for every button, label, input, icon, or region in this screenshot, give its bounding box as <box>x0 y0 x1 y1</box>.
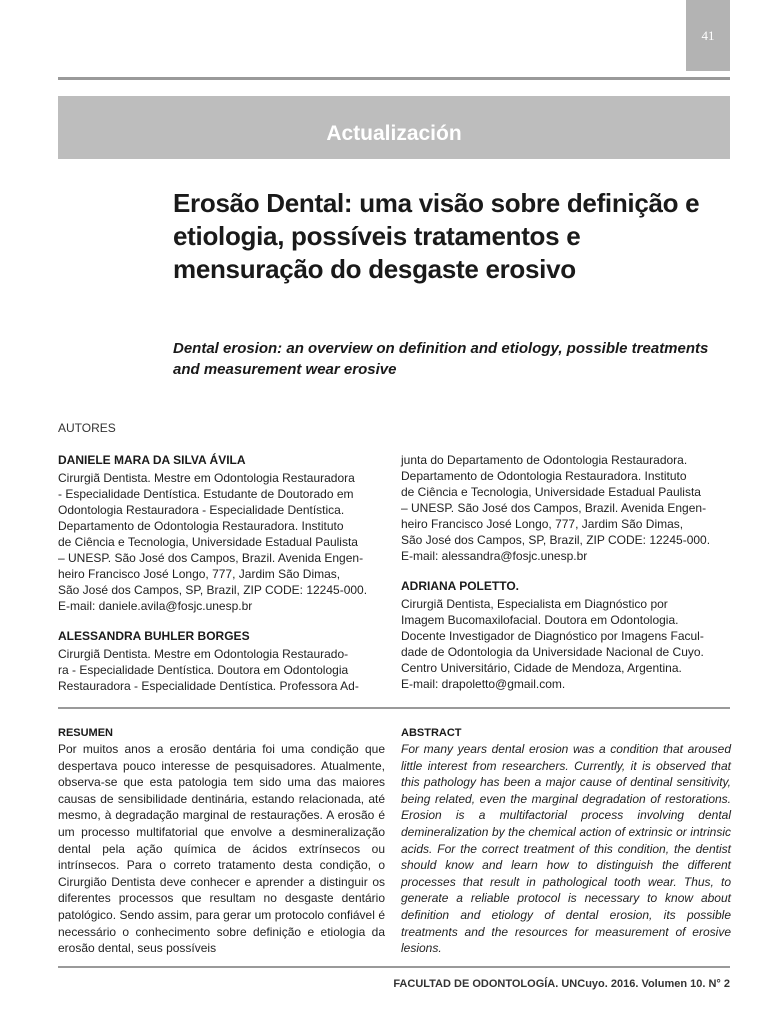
author-email: E-mail: daniele.avila@fosjc.unesp.br <box>58 599 253 613</box>
abstract-heading: ABSTRACT <box>401 727 462 739</box>
author-affiliation-line: heiro Francisco José Longo, 777, Jardim São Dimas, <box>58 567 341 581</box>
journal-footer: FACULTAD DE ODONTOLOGÍA. UNCuyo. 2016. Volumen 10. N° 2 <box>393 978 730 990</box>
abstract-divider <box>58 707 730 709</box>
author-name: DANIELE MARA DA SILVA ÁVILA <box>58 453 246 467</box>
author-affiliation-line: – UNESP. São José dos Campos, Brazil. Avenida Engen- <box>58 551 364 565</box>
author-affiliation-line: Odontologia Restauradora - Especialidade Dentística. <box>58 503 345 517</box>
author-affiliation-line: heiro Francisco José Longo, 777, Jardim São Dimas, <box>401 517 684 531</box>
author-affiliation-line: Imagem Bucomaxilofacial. Doutora em Odontologia. <box>401 613 679 627</box>
abstract-text: For many years dental erosion was a condition that aroused little interest from researchers. Currently, it is observed that this pathology has been a major cause of dentinal sensitivity, being related, even the marginal degradation of restorations. Erosion is a multifactorial process involving dental demineralization by the chemical action of extrinsic or intrinsic acids. For the correct treatment of this condition, the dentist should know and learn how to distinguish the different processes that result in pathological tooth wear. Thus, to generate a reliable protocol is necessary to know about definition and etiology of dental erosion, its possible treatments and the resources for measurement of erosive lesions. <box>401 742 731 956</box>
author-affiliation-line: São José dos Campos, SP, Brazil, ZIP CODE: 12245-000. <box>58 583 368 597</box>
resumen-text: Por muitos anos a erosão dentária foi uma condição que despertava pouco interesse de pesquisadores. Atualmente, observa-se que esta patologia tem sido uma das maiores causas de sensibilidade dentinária, estando relacionada, até mesmo, à degradação marginal de restaurações. A erosão é um processo multifatorial que envolve a desmineralização dental pela ação química de ácidos extrínsecos ou intrínsecos. Para o correto tratamento desta condição, o Cirurgião Dentista deve conhecer e aprender a distinguir os diferentes processos que resultam no desgaste dentário patológico. Sendo assim, para gerar um protocolo confiável é necessário o conhecimento sobre definição e etiologia da erosão dental, seus possíveis <box>58 742 385 956</box>
article-title: Erosão Dental: uma visão sobre definição e etiologia, possíveis tratamentos e mensuração do desgaste erosivo <box>173 188 700 284</box>
author-affiliation-line: Departamento de Odontologia Restauradora. Instituto <box>401 469 687 483</box>
author-affiliation-line: Docente Investigador de Diagnóstico por Imagens Facul- <box>401 629 704 643</box>
author-email: E-mail: alessandra@fosjc.unesp.br <box>401 549 588 563</box>
author-affiliation-line: Cirurgiã Dentista. Mestre em Odontologia Restaurado- <box>58 647 349 661</box>
article-subtitle: Dental erosion: an overview on definition and etiology, possible treatments and measurement wear erosive <box>173 340 709 378</box>
authors-label: AUTORES <box>58 421 116 435</box>
authors-column-left <box>58 452 383 694</box>
authors-column-right <box>401 452 731 692</box>
author-affiliation-line: – UNESP. São José dos Campos, Brazil. Avenida Engen- <box>401 501 707 515</box>
author-affiliation-line: Cirurgiã Dentista, Especialista em Diagnóstico por <box>401 597 668 611</box>
author-affiliation-line: junta do Departamento de Odontologia Restauradora. <box>401 453 688 467</box>
author-affiliation-line: Centro Universitário, Cidade de Mendoza, Argentina. <box>401 661 682 675</box>
author-email: E-mail: drapoletto@gmail.com. <box>401 677 566 691</box>
section-band <box>58 96 730 159</box>
footer-divider <box>58 966 730 968</box>
top-divider <box>58 77 730 80</box>
section-label: Actualización <box>326 122 462 145</box>
author-affiliation-line: de Ciência e Tecnologia, Universidade Estadual Paulista <box>58 535 358 549</box>
author-affiliation-line: Restauradora - Especialidade Dentística. Professora Ad- <box>58 679 359 693</box>
author-affiliation-line: de Ciência e Tecnologia, Universidade Estadual Paulista <box>401 485 701 499</box>
author-affiliation-line: Departamento de Odontologia Restauradora. Instituto <box>58 519 344 533</box>
author-affiliation-line: São José dos Campos, SP, Brazil, ZIP CODE: 12245-000. <box>401 533 711 547</box>
author-affiliation-line: - Especialidade Dentística. Estudante de Doutorado em <box>58 487 354 501</box>
page-number: 41 <box>686 0 730 71</box>
resumen-heading: RESUMEN <box>58 727 114 739</box>
author-name: ALESSANDRA BUHLER BORGES <box>58 629 250 643</box>
author-affiliation-line: Cirurgiã Dentista. Mestre em Odontologia Restauradora <box>58 471 355 485</box>
author-affiliation-line: dade de Odontologia da Universidade Nacional de Cuyo. <box>401 645 704 659</box>
author-name: ADRIANA POLETTO. <box>401 579 520 593</box>
author-affiliation-line: ra - Especialidade Dentística. Doutora em Odontologia <box>58 663 349 677</box>
